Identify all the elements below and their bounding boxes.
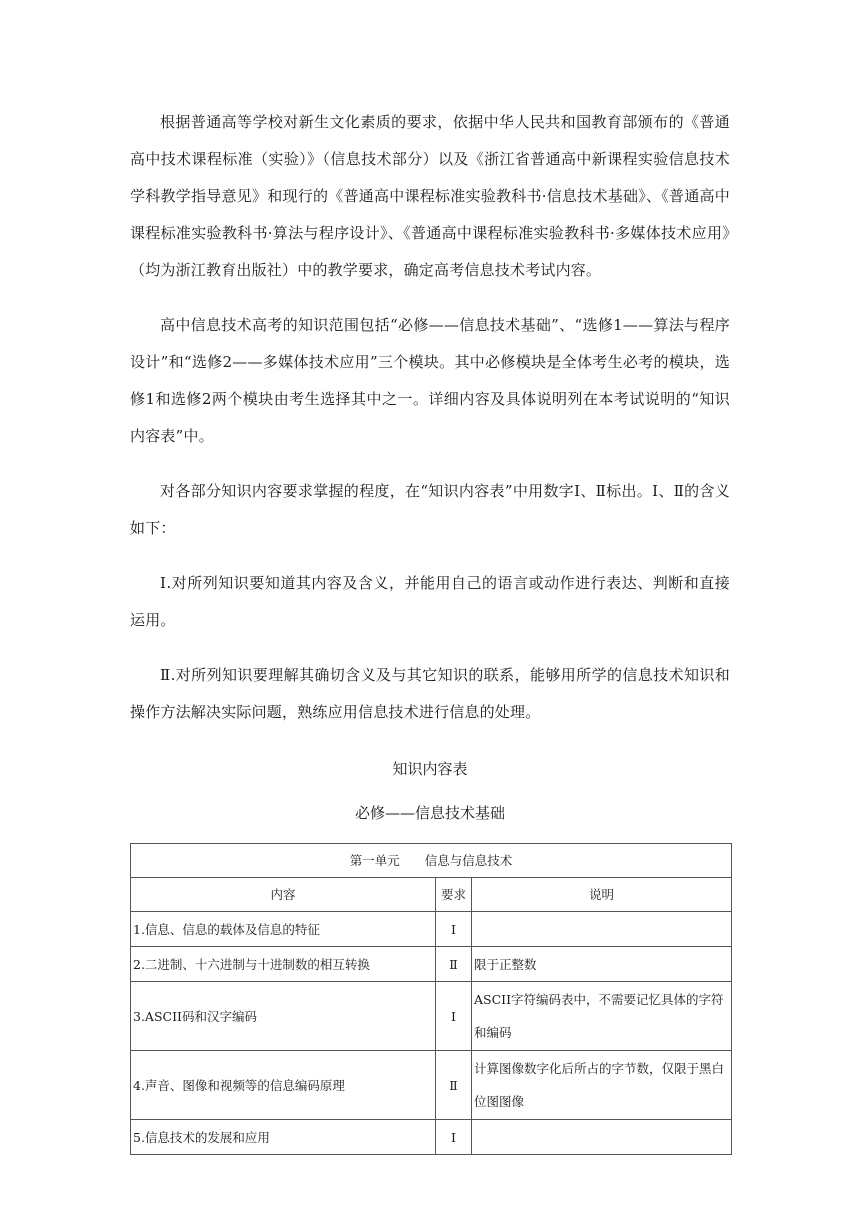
- header-requirement: 要求: [436, 878, 472, 912]
- row-note: ASCII字符编码表中，不需要记忆具体的字符和编码: [472, 982, 732, 1051]
- row-content: 5.信息技术的发展和应用: [131, 1120, 436, 1155]
- row-content: 3.ASCII码和汉字编码: [131, 982, 436, 1051]
- table-title: 知识内容表: [392, 760, 468, 778]
- level-one-paragraph: Ⅰ.对所列知识要知道其内容及含义，并能用自己的语言或动作进行表达、判断和直接运用。: [130, 574, 730, 629]
- level-paragraph: 对各部分知识内容要求掌握的程度，在“知识内容表”中用数字Ⅰ、Ⅱ标出。Ⅰ、Ⅱ的含义如下：: [130, 482, 730, 537]
- intro-paragraph: 根据普通高等学校对新生文化素质的要求，依据中华人民共和国教育部颁布的《普通高中技术课程标准（实验）》（信息技术部分）以及《浙江省普通高中新课程实验信息技术学科教学指导意见》和现行的《普通高中课程标准实验教科书·信息技术基础》、《普通高中课程标准实验教科书·算法与程序设计》、《普通高中课程标准实验教科书·多媒体技术应用》（均为浙江教育出版社）中的教学要求，确定高考信息技术考试内容。: [130, 113, 730, 279]
- row-content: 4.声音、图像和视频等的信息编码原理: [131, 1051, 436, 1120]
- scope-paragraph: 高中信息技术高考的知识范围包括“必修——信息技术基础”、“选修1——算法与程序设计”和“选修2——多媒体技术应用”三个模块。其中必修模块是全体考生必考的模块，选修1和选修2两个模块由考生选择其中之一。详细内容及具体说明列在本考试说明的“知识内容表”中。: [130, 316, 730, 445]
- level-two-paragraph: Ⅱ.对所列知识要理解其确切含义及与其它知识的联系，能够用所学的信息技术知识和操作方法解决实际问题，熟练应用信息技术进行信息的处理。: [130, 666, 730, 721]
- document-page: [130, 104, 730, 1155]
- unit-title: 第一单元 信息与信息技术: [131, 844, 732, 878]
- row-requirement: Ⅰ: [436, 1120, 472, 1155]
- table-row: [131, 1051, 732, 1120]
- table-row: [131, 947, 732, 982]
- table-row: [131, 912, 732, 947]
- row-note: 计算图像数字化后所占的字节数，仅限于黑白位图图像: [472, 1051, 732, 1120]
- row-requirement: Ⅰ: [436, 912, 472, 947]
- table-header-row: [131, 878, 732, 912]
- header-content: 内容: [131, 878, 436, 912]
- unit-title-row: [131, 844, 732, 878]
- knowledge-table: [130, 843, 732, 1155]
- row-requirement: Ⅱ: [436, 1051, 472, 1120]
- module-title: 必修——信息技术基础: [354, 804, 505, 822]
- row-content: 1.信息、信息的载体及信息的特征: [131, 912, 436, 947]
- table-row: [131, 982, 732, 1051]
- row-content: 2.二进制、十六进制与十进制数的相互转换: [131, 947, 436, 982]
- row-requirement: Ⅰ: [436, 982, 472, 1051]
- row-note: 限于正整数: [472, 947, 732, 982]
- header-note: 说明: [472, 878, 732, 912]
- row-requirement: Ⅱ: [436, 947, 472, 982]
- row-note: [472, 1120, 732, 1155]
- table-row: [131, 1120, 732, 1155]
- row-note: [472, 912, 732, 947]
